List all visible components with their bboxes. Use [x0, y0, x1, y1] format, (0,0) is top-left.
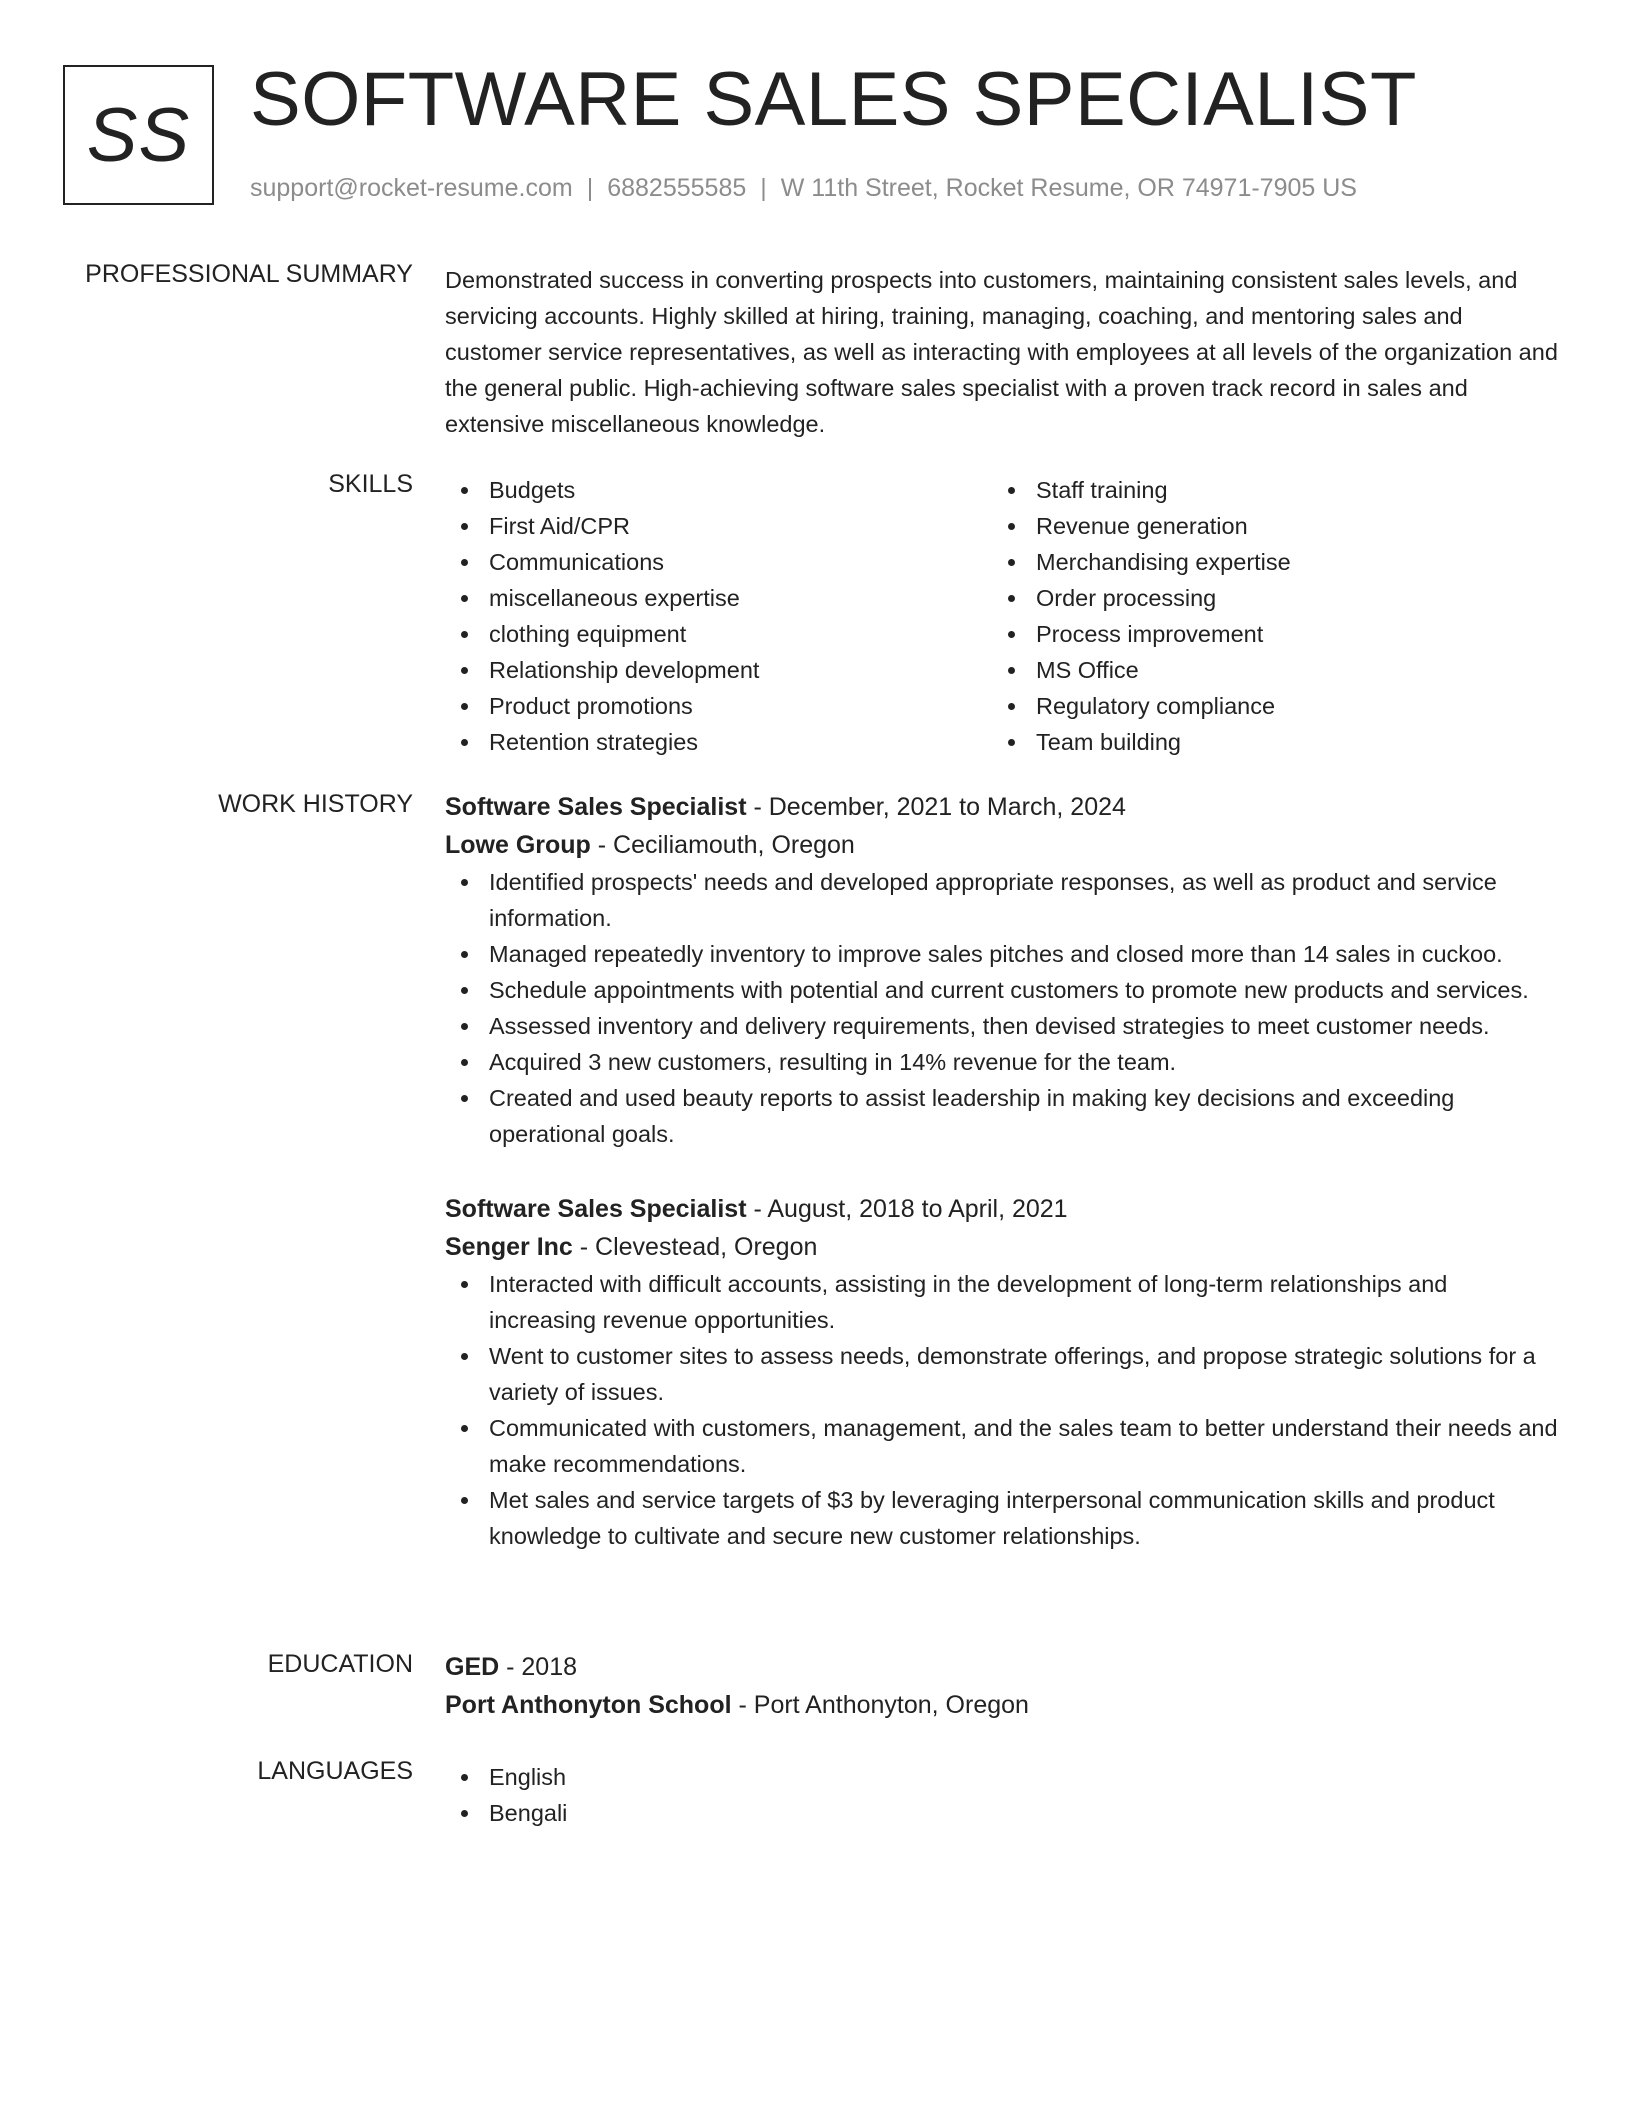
job-title: Software Sales Specialist — [445, 793, 747, 821]
summary-text: Demonstrated success in converting prospects into customers, maintaining consistent sales levels, and servicing accounts. Highly skilled at hiring, training, managing, coaching, and mentoring sales and customer service representatives, as well as interacting with employees at all levels of the organization and the general public. High-achieving software sales specialist with a proven track record in sales and extensive miscellaneous knowledge. — [445, 267, 1558, 437]
skill-item: Merchandising expertise — [992, 544, 1539, 580]
job-bullet: Met sales and service targets of $3 by leveraging interpersonal communication skills and product knowledge to cultivate and secure new customer relationships. — [445, 1482, 1560, 1554]
job-dates: - December, 2021 to March, 2024 — [746, 793, 1126, 821]
education-school-line — [445, 1686, 1560, 1724]
section-label: PROFESSIONAL SUMMARY — [85, 260, 413, 288]
section-label: EDUCATION — [267, 1650, 413, 1678]
job-bullets — [445, 1266, 1560, 1554]
contact-separator: | — [760, 174, 767, 202]
job-bullet: Assessed inventory and delivery requirements, then devised strategies to meet customer needs. — [445, 1008, 1560, 1044]
job-bullets — [445, 864, 1560, 1152]
skill-item: Communications — [445, 544, 992, 580]
skill-item: Revenue generation — [992, 508, 1539, 544]
education-year: - 2018 — [499, 1653, 578, 1681]
job-bullet: Interacted with difficult accounts, assisting in the development of long-term relationships and increasing revenue opportunities. — [445, 1266, 1560, 1338]
job-company: Lowe Group — [445, 831, 591, 859]
job-bullet: Managed repeatedly inventory to improve sales pitches and closed more than 14 sales in cuckoo. — [445, 936, 1560, 972]
skill-item: Budgets — [445, 472, 992, 508]
job-title-line — [445, 788, 1560, 826]
skill-item: Staff training — [992, 472, 1539, 508]
education-location: - Port Anthonyton, Oregon — [731, 1691, 1029, 1719]
skill-item: Relationship development — [445, 652, 992, 688]
languages-body — [445, 1759, 1560, 1831]
contact-email: support@rocket-resume.com — [250, 174, 573, 202]
skills-list-right — [992, 472, 1539, 760]
skill-item: Team building — [992, 724, 1539, 760]
job-company-line — [445, 826, 1560, 864]
language-item: Bengali — [445, 1795, 1560, 1831]
job-bullet: Communicated with customers, management, and the sales team to better understand their needs and make recommendations. — [445, 1410, 1560, 1482]
job-entry — [445, 1190, 1560, 1554]
skill-item: clothing equipment — [445, 616, 992, 652]
job-location: - Clevestead, Oregon — [572, 1233, 818, 1261]
contact-line — [250, 174, 1357, 203]
education-degree: GED — [445, 1653, 500, 1681]
languages-list — [445, 1759, 1560, 1831]
skill-item: Order processing — [992, 580, 1539, 616]
job-company-line — [445, 1228, 1560, 1266]
resume-title: SOFTWARE SALES SPECIALIST — [250, 57, 1417, 142]
job-company: Senger Inc — [445, 1233, 573, 1261]
section-label: WORK HISTORY — [218, 790, 413, 818]
job-bullet: Schedule appointments with potential and current customers to promote new products and services. — [445, 972, 1560, 1008]
monogram: SS — [63, 65, 214, 205]
skill-item: Product promotions — [445, 688, 992, 724]
education-degree-line — [445, 1648, 1560, 1686]
skills-body — [445, 472, 1560, 760]
language-item: English — [445, 1759, 1560, 1795]
education-school: Port Anthonyton School — [445, 1691, 732, 1719]
summary-body — [445, 262, 1560, 442]
job-bullet: Identified prospects' needs and developed appropriate responses, as well as product and service information. — [445, 864, 1560, 936]
contact-phone: 6882555585 — [607, 174, 747, 202]
skill-item: Retention strategies — [445, 724, 992, 760]
skill-item: miscellaneous expertise — [445, 580, 992, 616]
job-entry — [445, 788, 1560, 1152]
skills-list-left — [445, 472, 992, 760]
job-title: Software Sales Specialist — [445, 1195, 747, 1223]
contact-address: W 11th Street, Rocket Resume, OR 74971-7905 US — [780, 174, 1357, 202]
job-bullet: Went to customer sites to assess needs, demonstrate offerings, and propose strategic solutions for a variety of issues. — [445, 1338, 1560, 1410]
job-dates: - August, 2018 to April, 2021 — [746, 1195, 1068, 1223]
section-label: LANGUAGES — [257, 1757, 413, 1785]
job-bullet: Acquired 3 new customers, resulting in 14% revenue for the team. — [445, 1044, 1560, 1080]
job-location: - Ceciliamouth, Oregon — [590, 831, 855, 859]
section-label: SKILLS — [328, 470, 413, 498]
contact-separator: | — [586, 174, 594, 202]
skill-item: Process improvement — [992, 616, 1539, 652]
education-body — [445, 1648, 1560, 1724]
work-history-body — [445, 788, 1560, 1592]
job-title-line — [445, 1190, 1560, 1228]
skill-item: MS Office — [992, 652, 1539, 688]
skill-item: First Aid/CPR — [445, 508, 992, 544]
skill-item: Regulatory compliance — [992, 688, 1539, 724]
job-bullet: Created and used beauty reports to assist leadership in making key decisions and exceeding operational goals. — [445, 1080, 1560, 1152]
